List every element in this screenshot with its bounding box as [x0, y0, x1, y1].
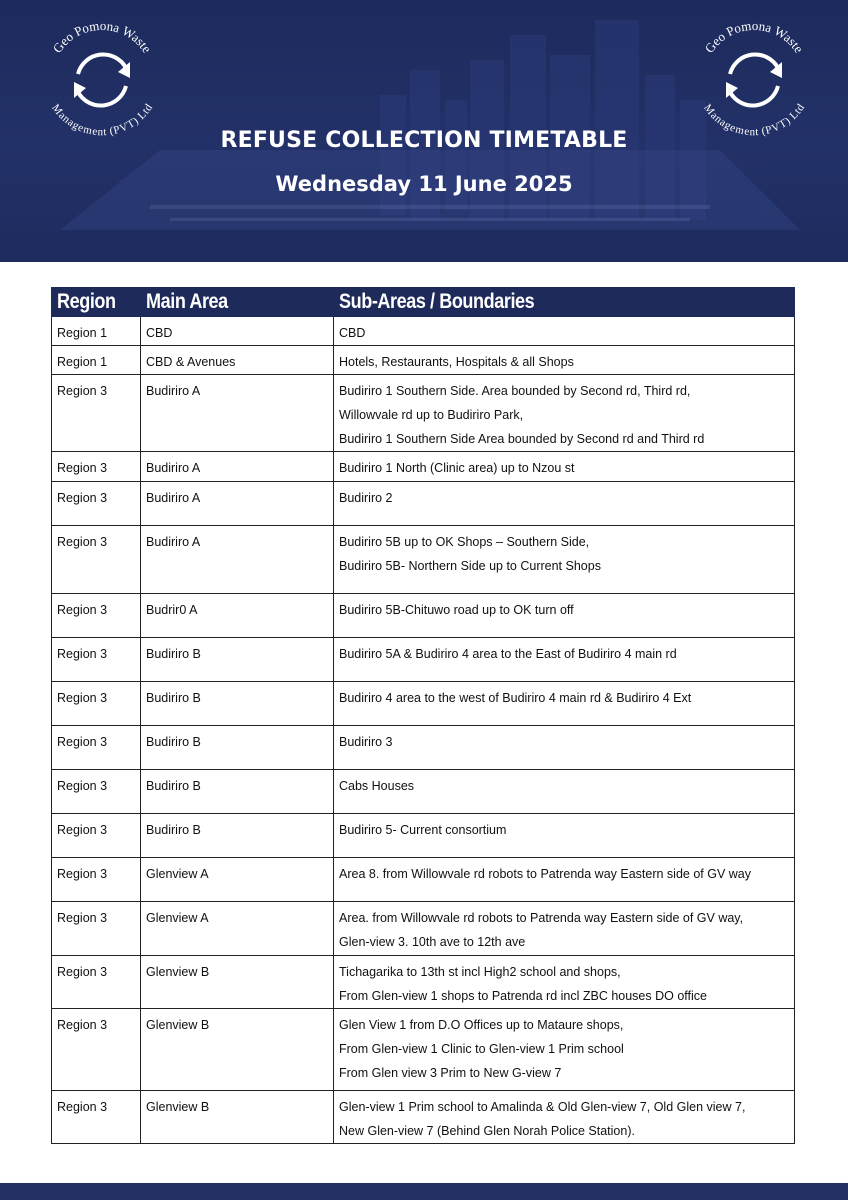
table-row: [52, 858, 795, 902]
sub-area-line: Budiriro 5B up to OK Shops – Southern Side,: [339, 535, 590, 549]
header-banner: [0, 0, 848, 262]
table-row: [52, 452, 795, 482]
cell-main-area: Budiriro B: [141, 770, 334, 814]
sub-area-line: Budiriro 3: [339, 735, 393, 749]
table-row: [52, 638, 795, 682]
cell-sub-areas: [334, 375, 795, 452]
svg-text:Management (PVT) Ltd: Management (PVT) Ltd: [49, 102, 155, 139]
cell-region: Region 3: [52, 594, 141, 638]
cell-main-area: Budrir0 A: [141, 594, 334, 638]
table-row: [52, 682, 795, 726]
cell-sub-areas: [334, 770, 795, 814]
sub-area-line: Willowvale rd up to Budiriro Park,: [339, 408, 524, 422]
sub-area-line: Budiriro 5A & Budiriro 4 area to the East of Budiriro 4 main rd: [339, 647, 677, 661]
cell-main-area: CBD: [141, 317, 334, 346]
column-header-main-area: Main Area: [141, 288, 334, 317]
cell-sub-areas: [334, 902, 795, 956]
cell-sub-areas: [334, 526, 795, 594]
cell-region: Region 3: [52, 482, 141, 526]
table-row: [52, 317, 795, 346]
cell-sub-areas: [334, 1091, 795, 1144]
table-row: [52, 902, 795, 956]
table-row: [52, 1009, 795, 1091]
table-row: [52, 1091, 795, 1144]
cell-sub-areas: [334, 858, 795, 902]
table-row: [52, 956, 795, 1009]
sub-area-line: Area. from Willowvale rd robots to Patrenda way Eastern side of GV way,: [339, 911, 744, 925]
cell-region: Region 3: [52, 682, 141, 726]
sub-area-line: From Glen-view 1 Clinic to Glen-view 1 Prim school: [339, 1042, 624, 1056]
sub-area-line: Budiriro 2: [339, 491, 393, 505]
cell-main-area: Glenview A: [141, 902, 334, 956]
cell-sub-areas: [334, 452, 795, 482]
column-header-region: Region: [52, 288, 141, 317]
sub-area-line: Glen-view 3. 10th ave to 12th ave: [339, 935, 526, 949]
sub-area-line: Glen View 1 from D.O Offices up to Mataure shops,: [339, 1018, 624, 1032]
cell-main-area: Glenview B: [141, 956, 334, 1009]
table-row: [52, 346, 795, 375]
cell-region: Region 3: [52, 1009, 141, 1091]
column-header-sub-areas: Sub-Areas / Boundaries: [334, 288, 795, 317]
cell-main-area: Budiriro A: [141, 452, 334, 482]
cell-main-area: Budiriro A: [141, 526, 334, 594]
cell-region: Region 3: [52, 770, 141, 814]
page-title: REFUSE COLLECTION TIMETABLE: [220, 128, 628, 153]
svg-text:Management (PVT) Ltd: Management (PVT) Ltd: [701, 102, 807, 139]
table-body: [52, 317, 795, 1144]
sub-area-line: New Glen-view 7 (Behind Glen Norah Police Station).: [339, 1124, 635, 1138]
company-logo-right: [690, 14, 818, 142]
table-row: [52, 726, 795, 770]
svg-text:Geo Pomona Waste: Geo Pomona Waste: [49, 17, 155, 56]
cell-region: Region 3: [52, 858, 141, 902]
cell-sub-areas: [334, 726, 795, 770]
sub-area-line: Tichagarika to 13th st incl High2 school and shops,: [339, 965, 621, 979]
sub-area-line: Budiriro 5- Current consortium: [339, 823, 507, 837]
table-row: [52, 594, 795, 638]
cell-sub-areas: [334, 317, 795, 346]
sub-area-line: From Glen view 3 Prim to New G-view 7: [339, 1066, 562, 1080]
collection-date: Wednesday 11 June 2025: [275, 172, 573, 196]
cell-region: Region 3: [52, 1091, 141, 1144]
cell-main-area: Budiriro B: [141, 638, 334, 682]
cell-main-area: Glenview B: [141, 1091, 334, 1144]
cell-region: Region 3: [52, 638, 141, 682]
sub-area-line: Budiriro 4 area to the west of Budiriro 4 main rd & Budiriro 4 Ext: [339, 691, 692, 705]
cell-sub-areas: [334, 814, 795, 858]
cell-region: Region 3: [52, 956, 141, 1009]
cell-region: Region 3: [52, 526, 141, 594]
sub-area-line: Budiriro 1 Southern Side Area bounded by Second rd and Third rd: [339, 432, 705, 446]
cell-main-area: Glenview B: [141, 1009, 334, 1091]
cell-sub-areas: [334, 482, 795, 526]
cell-sub-areas: [334, 682, 795, 726]
cell-main-area: CBD & Avenues: [141, 346, 334, 375]
cell-region: Region 3: [52, 902, 141, 956]
cell-sub-areas: [334, 956, 795, 1009]
sub-area-line: Area 8. from Willowvale rd robots to Patrenda way Eastern side of GV way: [339, 867, 751, 881]
table-row: [52, 375, 795, 452]
cell-region: Region 3: [52, 452, 141, 482]
svg-text:Geo Pomona Waste: Geo Pomona Waste: [701, 17, 807, 56]
sub-area-line: Budiriro 1 Southern Side. Area bounded by Second rd, Third rd,: [339, 384, 691, 398]
sub-area-line: Glen-view 1 Prim school to Amalinda & Old Glen-view 7, Old Glen view 7,: [339, 1100, 746, 1114]
cell-region: Region 3: [52, 375, 141, 452]
cell-main-area: Glenview A: [141, 858, 334, 902]
cell-region: Region 1: [52, 317, 141, 346]
cell-region: Region 1: [52, 346, 141, 375]
cell-sub-areas: [334, 638, 795, 682]
cell-sub-areas: [334, 594, 795, 638]
sub-area-line: Budiriro 5B- Northern Side up to Current Shops: [339, 559, 601, 573]
table-row: [52, 482, 795, 526]
cell-sub-areas: [334, 346, 795, 375]
sub-area-line: Cabs Houses: [339, 779, 415, 793]
sub-area-line: CBD: [339, 326, 366, 340]
table-row: [52, 526, 795, 594]
cell-main-area: Budiriro B: [141, 726, 334, 770]
sub-area-line: Budiriro 1 North (Clinic area) up to Nzou st: [339, 461, 575, 475]
cell-main-area: Budiriro A: [141, 375, 334, 452]
sub-area-line: Budiriro 5B-Chituwo road up to OK turn off: [339, 603, 574, 617]
cell-main-area: Budiriro B: [141, 814, 334, 858]
cell-main-area: Budiriro A: [141, 482, 334, 526]
table-header-row: [52, 288, 795, 317]
footer-bar: [0, 1183, 848, 1200]
table-row: [52, 814, 795, 858]
table-row: [52, 770, 795, 814]
sub-area-line: From Glen-view 1 shops to Patrenda rd incl ZBC houses DO office: [339, 989, 707, 1003]
cell-sub-areas: [334, 1009, 795, 1091]
cell-main-area: Budiriro B: [141, 682, 334, 726]
sub-area-line: Hotels, Restaurants, Hospitals & all Shops: [339, 355, 574, 369]
collection-timetable: [51, 287, 795, 1144]
cell-region: Region 3: [52, 726, 141, 770]
company-logo-left: [38, 14, 166, 142]
cell-region: Region 3: [52, 814, 141, 858]
